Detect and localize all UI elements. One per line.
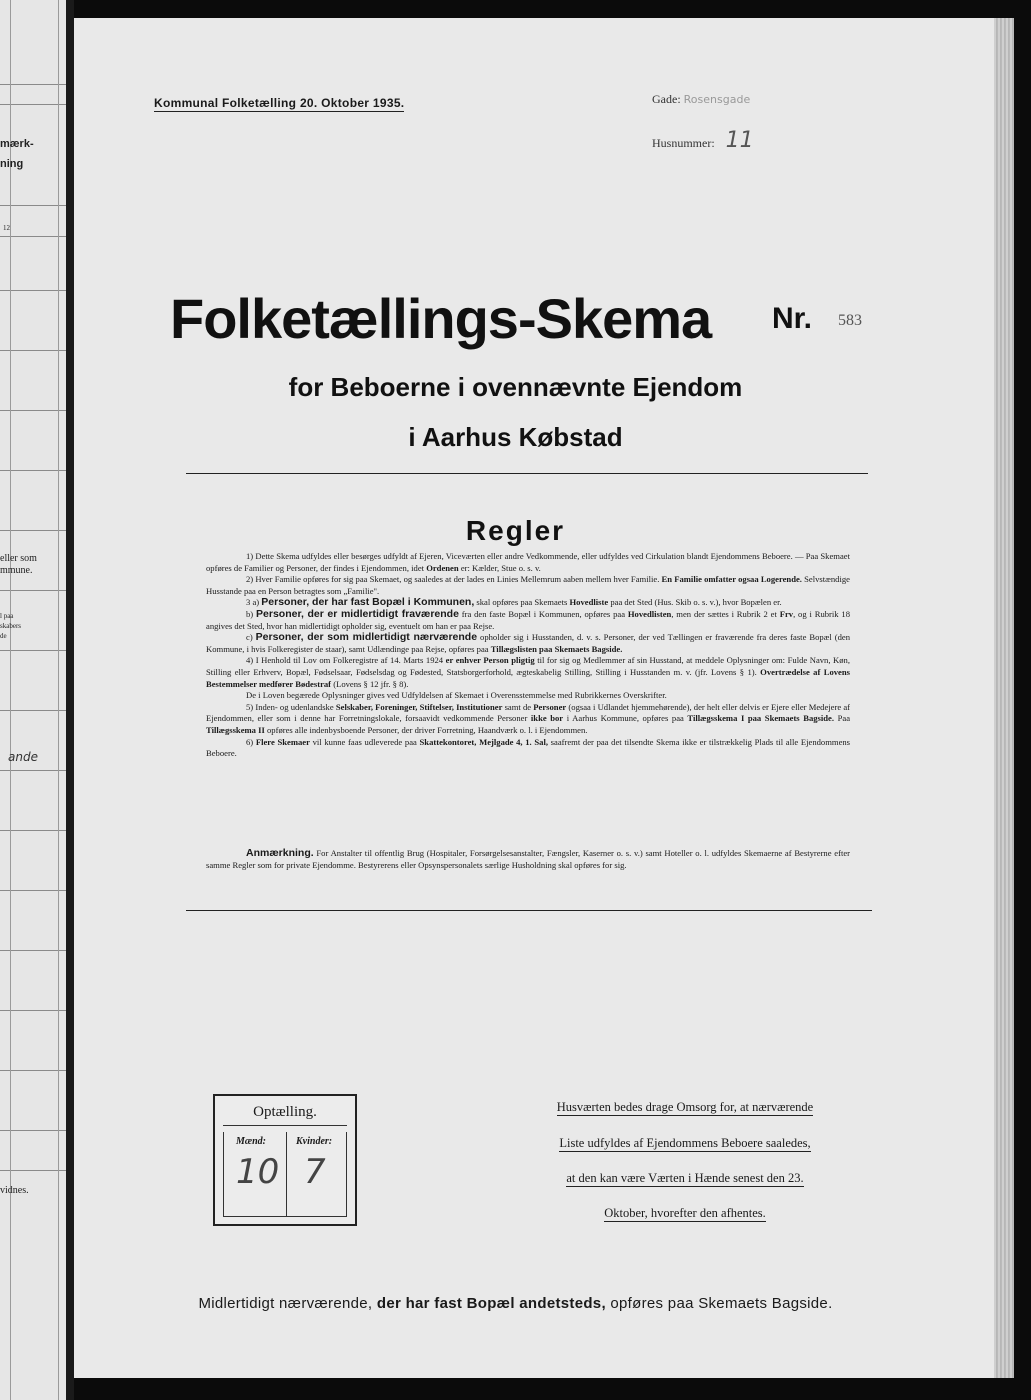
footer-instruction: Midlertidigt nærværende, der har fast Bopæl andetsteds, opføres paa Skemaets Bagside.: [198, 1295, 833, 1312]
census-header: Kommunal Folketælling 20. Oktober 1935.: [154, 96, 405, 110]
left-fragment: 12: [3, 224, 10, 232]
notice-line: Oktober, hvorefter den afhentes.: [604, 1206, 766, 1220]
tally-grid: [223, 1132, 347, 1217]
rule-2: 2) Hver Familie opføres for sig paa Skemaet, og saaledes at der lades en Linies Mellemrum aaben mellem hver Familie. En Familie omfatter ogsaa Logerende. Selvstændige Husstande paa en Person betragtes som „Familie".: [206, 574, 850, 596]
tally-divider: [286, 1132, 287, 1216]
rules-heading: Regler: [465, 515, 566, 546]
left-fragment: l paa: [0, 612, 14, 620]
rule-3c: c) Personer, der som midlertidigt nærværende opholder sig i Husstanden, d. v. s. Personer, der ved Tællingen er fraværende fra deres faste Bopæl (den Kommune, i hvis Folkeregister de staar), samt Udlændinge paa Rejse, opføres paa Tillægslisten paa Skemaets Bagside.: [206, 631, 850, 654]
divider: [186, 473, 868, 474]
left-fragment: skabers: [0, 622, 21, 630]
men-label: Mænd:: [236, 1136, 267, 1147]
note-text: For Anstalter til offentlig Brug (Hospitaler, Forsørgelsesanstalter, Fængsler, Kaserner o. s. v.) samt Hoteller o. l. udfyldes Skemaerne af Bestyrerne efter samme Regler som for private Ejendomme. Bestyrerens eller Opsynspersonalets særlige Husholdning skal opføres for sig.: [206, 848, 851, 870]
rule-4b: De i Loven begærede Oplysninger gives ved Udfyldelsen af Skemaet i Overensstemmelse med Rubrikkernes Overskrifter.: [246, 690, 667, 701]
left-fragment: ning: [0, 158, 24, 170]
form-number-value: 583: [838, 312, 862, 329]
men-count: 10: [236, 1152, 280, 1192]
rule-6: 6) Flere Skemaer vil kunne faas udleverede paa Skattekontoret, Mejlgade 4, 1. Sal, saafremt der paa det tilsendte Skema ikke er tilstrækkelig Plads til alle Ejendommens Beboere.: [206, 736, 851, 759]
previous-page-strip: [0, 0, 68, 1400]
notice-line: Liste udfyldes af Ejendommens Beboere saaledes,: [559, 1136, 811, 1150]
left-fragment: vidnes.: [0, 1185, 29, 1196]
left-fragment: mmune.: [0, 565, 33, 576]
rule-4: 4) I Henhold til Lov om Folkeregistre af 14. Marts 1924 er enhver Person pligtig til for sig og Medlemmer af sin Husstand, at meddele Oplysninger om: Fulde Navn, Køn, Stilling eller Erhverv, Bopæl, Fødselsaar, Fødselsdag og Fødested, Statsborgerforhold, ægteskabelig Stilling, Stilling i Husstanden m. v. (jfr. Lovens § 1). Overtrædelse af Lovens Bestemmelser medfører Bødestraf (Lovens § 12 jfr. § 8).: [206, 655, 850, 689]
rule-5: 5) Inden- og udenlandske Selskaber, Foreninger, Stiftelser, Institutioner samt de Personer (ogsaa i Udlandet hjemmehørende), der helt eller delvis er Ejere eller Medejere af Ejendommen, eller som i denne har Forretningslokale, forsaavidt vedkommende Personer ikke bor i Aarhus Kommune, opføres paa Tillægsskema I paa Skemaets Bagside. Paa Tillægsskema II opføres alle indenbysboende Personer, der driver Forretning, Haandværk o. l. i Ejendommen.: [206, 701, 851, 735]
book-gutter: [66, 0, 74, 1400]
page-edges: [994, 18, 1014, 1378]
rule-3a: 3 a) Personer, der har fast Bopæl i Kommunen, skal opføres paa Skemaets Hovedliste paa det Sted (Hus. Skib o. s. v.), hvor Bopælen er.: [246, 596, 782, 609]
house-number-row: [652, 128, 754, 153]
form-subtitle: for Beboerne i ovennævnte Ejendom: [288, 372, 743, 402]
house-number-label: Husnummer:: [652, 136, 715, 150]
left-fragment: de: [0, 632, 7, 640]
rules-text: [206, 551, 850, 760]
left-fragment: eller som: [0, 553, 37, 564]
rule-3b: b) Personer, der er midlertidigt fraværende fra den faste Bopæl i Kommunen, opføres paa Hovedlisten, men der sættes i Rubrik 2 et Frv, og i Rubrik 18 angives det Sted, hvor han midlertidigt opholder sig, eventuelt om han er paa Rejse.: [206, 607, 851, 631]
left-handwriting: ande: [8, 750, 38, 764]
form-municipality: i Aarhus Købstad: [408, 422, 623, 452]
notice-line: at den kan være Værten i Hænde senest den 23.: [566, 1171, 804, 1185]
divider: [186, 910, 872, 911]
women-count: 7: [304, 1152, 326, 1192]
women-label: Kvinder:: [296, 1136, 333, 1147]
street-label: Gade:: [652, 92, 681, 106]
note-label: Anmærkning.: [246, 847, 314, 859]
tally-heading: Optælling.: [223, 1104, 347, 1126]
street-row: [652, 92, 750, 107]
street-value: Rosensgade: [683, 93, 751, 106]
notice-line: Husværten bedes drage Omsorg for, at nærværende: [556, 1100, 814, 1114]
house-number-value: 11: [725, 128, 754, 153]
form-number-label: Nr.: [772, 302, 813, 335]
tally-box: [213, 1094, 357, 1226]
left-fragment: mærk-: [0, 138, 34, 150]
note: [206, 848, 850, 871]
form-title: Folketællings-Skema: [170, 287, 712, 350]
rule-1: 1) Dette Skema udfyldes eller besørges udfyldt af Ejeren, Viceværten eller andre Vedkommende, eller udfyldes ved Cirkulation blandt Ejendommens Beboere. — Paa Skemaet opføres de Familier og Personer, der findes i Ejendommen, idet Ordenen er: Kælder, Stue o. s. v.: [206, 551, 850, 573]
